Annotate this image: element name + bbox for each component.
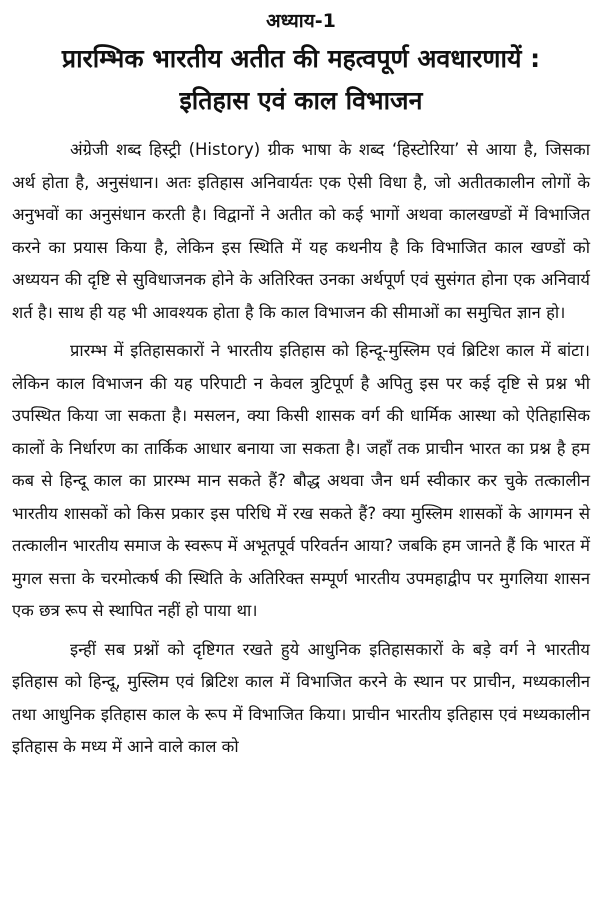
chapter-label: अध्याय-1 <box>266 10 336 32</box>
paragraph-2: प्रारम्भ में इतिहासकारों ने भारतीय इतिहास को हिन्दू-मुस्लिम एवं ब्रिटिश काल में बांटा। लेकिन काल विभाजन की यह परिपाटी न केवल त्रुटिपूर्ण है अपितु इस पर कई दृष्टि से प्रश्न भी उपस्थित किया जा सकता है। मसलन, क्या किसी शासक वर्ग की धार्मिक आस्था को ऐतिहासिक कालों के निर्धारण का तार्किक आधार बनाया जा सकता है। जहाँ तक प्राचीन भारत का प्रश्न है हम कब से हिन्दू काल का प्रारम्भ मान सकते हैं? बौद्ध अथवा जैन धर्म स्वीकार कर चुके तत्कालीन भारतीय शासकों को किस प्रकार इस परिधि में रख सकते हैं? क्या मुस्लिम शासकों के आगमन से तत्कालीन भारतीय समाज के स्वरूप में अभूतपूर्व परिवर्तन आया? जबकि हम जानते हैं कि भारत में मुगल सत्ता के चरमोत्कर्ष की स्थिति के अतिरिक्त सम्पूर्ण भारतीय उपमहाद्वीप पर मुगलिया शासन एक छत्र रूप से स्थापित नहीं हो पाया था। <box>12 341 590 620</box>
chapter-title-line-2: इतिहास एवं काल विभाजन <box>179 86 423 115</box>
chapter-title <box>12 38 590 122</box>
chapter-title-line-1: प्रारम्भिक भारतीय अतीत की महत्वपूर्ण अवधारणायें : <box>61 44 541 73</box>
paragraph-1: अंग्रेजी शब्द हिस्ट्री (History) ग्रीक भाषा के शब्द ‘हिस्टोरिया’ से आया है, जिसका अर्थ होता है, अनुसंधान। अतः इतिहास अनिवार्यतः एक ऐसी विधा है, जो अतीतकालीन लोगों के अनुभवों का अनुसंधान करती है। विद्वानों ने अतीत को कई भागों अथवा कालखण्डों में विभाजित करने का प्रयास किया है, लेकिन इस स्थिति में यह कथनीय है कि विभाजित काल खण्डों को अध्ययन की दृष्टि से सुविधाजनक होने के अतिरिक्त उनका अर्थपूर्ण एवं सुसंगत होना एक अनिवार्य शर्त है। साथ ही यह भी आवश्यक होता है कि काल विभाजन की सीमाओं का समुचित ज्ञान हो। <box>12 140 590 322</box>
paragraph-3: इन्हीं सब प्रश्नों को दृष्टिगत रखते हुये आधुनिक इतिहासकारों के बड़े वर्ग ने भारतीय इतिहास को हिन्दू, मुस्लिम एवं ब्रिटिश काल में विभाजित करने के स्थान पर प्राचीन, मध्यकालीन तथा आधुनिक इतिहास काल के रूप में विभाजित किया। प्राचीन भारतीय इतिहास एवं मध्यकालीन इतिहास के मध्य में आने वाले काल को <box>12 639 590 756</box>
